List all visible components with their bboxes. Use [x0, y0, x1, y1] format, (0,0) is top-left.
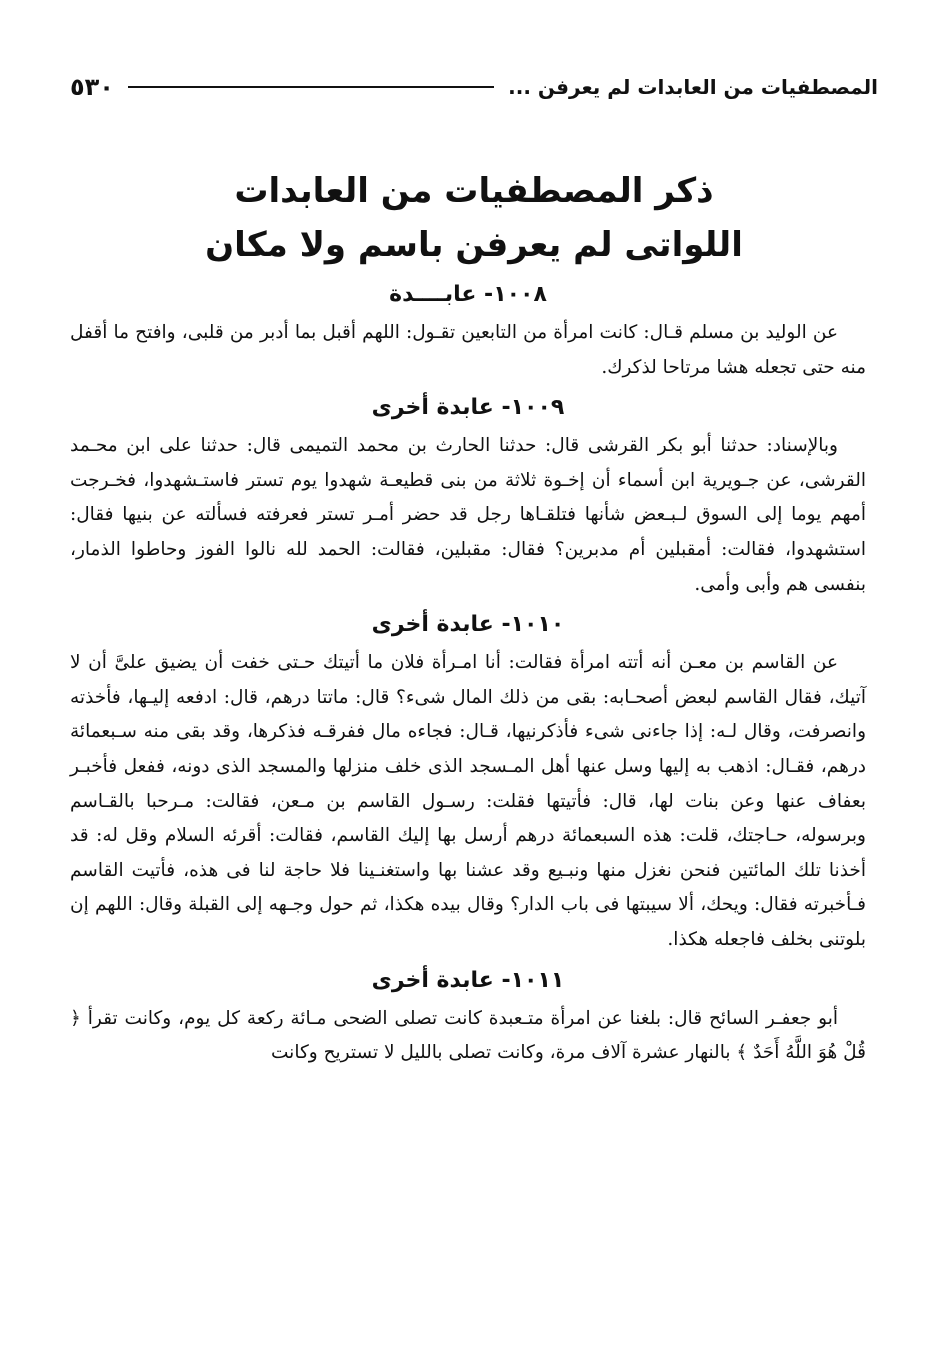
- entry-1008: [70, 278, 866, 385]
- running-header: [70, 70, 878, 104]
- entry-heading: ١٠٠٨- عابــــدة: [389, 282, 547, 307]
- page-number: ٥٣٠: [70, 73, 114, 101]
- entry-1010: [70, 608, 866, 957]
- entry-text: وبالإسناد: حدثنا أبو بكر القرشى قال: حدثنا الحارث بن محمد التميمى قال: حدثنا على ابن محـمد القرشى، عن جـويرية ابن أسماء أن إخـوة ثلاثة من بنى قطيعـة شهدوا يوم تستر فاستـشهدوا، فخـرجت أمهم يوما إلى السوق لـبـعض شأنها فتلقـاها رجل قد حضر أمـر تستر فعرفته فسألته عن بنيها فقال: استشهدوا، فقالت: أمقبلين أم مدبرين؟ فقال: مقبلين، فقالت: الحمد لله نالوا الفوز وحاطوا الذمار، بنفسى هم وأبى وأمى.: [70, 435, 866, 595]
- entry-1009: [70, 391, 866, 602]
- running-title: المصطفيات من العابدات لم يعرفن ...: [508, 75, 878, 99]
- page-content: [70, 278, 866, 1077]
- header-rule: [128, 86, 494, 88]
- chapter-heading-line-2: اللواتى لم يعرفن باسم ولا مكان: [205, 225, 743, 265]
- entry-heading: ١٠٠٩- عابدة أخرى: [371, 395, 565, 421]
- entry-text: عن القاسم بن معـن أنه أتته امرأة فقالت: أنا امـرأة فلان ما أتيتك حـتى خفت أن يضيق علىَّ أن لا آتيك، فقال القاسم لبعض أصحـابه: بقى من ذلك المال شىء؟ قال: ماتتا درهم، قال: ادفعه إليـها، فأخذته وانصرفت، وقال لـه: إذا جاءنى شىء فأذكرنيها، قـال: فجاءه مال ففرقـه فذكرها، وقد بقى منه سـبعمائة درهم، فقـال: اذهب به إليها وسل عنها أهل المـسجد الذى خلف منزلها والمسجد الذى دونه، ففعل فأخبـر بعفاف عنها وعن بنات لها، قال: فأتيتها فقلت: رسـول القاسم بن مـعن، فقالت: مـرحبا بالقـاسم وبرسوله، حـاجتك، قلت: هذه السبعمائة درهم أرسل بها إليك القاسم، فقالت: أقرئه السلام وقل له: قد أخذنا تلك المائتين فنحن نغزل منها ونبـيع وقد عشنا بها واستغنـينا فلا حاجة لنا فى هذه، فأتيت القاسم فـأخبرته فقال: ويحك، ألا سيبتها فى باب الدار؟ وقال بيده هكذا، ثم حول وجـهه إلى القبلة وقال: اللهم إن بلوتنى بخلف فاجعله هكذا.: [70, 652, 866, 950]
- entry-heading: ١٠١١- عابدة أخرى: [371, 967, 565, 993]
- chapter-heading-line-1: ذكر المصطفيات من العابدات: [234, 171, 714, 211]
- chapter-heading: [80, 165, 868, 273]
- entry-1011: [70, 964, 866, 1071]
- entry-text: أبو جعفـر السائح قال: بلغنا عن امرأة متـعبدة كانت تصلى الضحى مـائة ركعة كل يوم، وكانت تقرأ ﴿ قُلْ هُوَ اللَّهُ أَحَدٌ ﴾ بالنهار عشرة آلاف مرة، وكانت تصلى بالليل لا تستريح وكانت: [70, 1007, 866, 1064]
- entry-heading: ١٠١٠- عابدة أخرى: [371, 612, 565, 638]
- entry-text: عن الوليد بن مسلم قـال: كانت امرأة من التابعين تقـول: اللهم أقبل بما أدبر من قلبى، وافتح ما أقفل منه حتى تجعله هشا مرتاحا لذكرك.: [70, 322, 866, 378]
